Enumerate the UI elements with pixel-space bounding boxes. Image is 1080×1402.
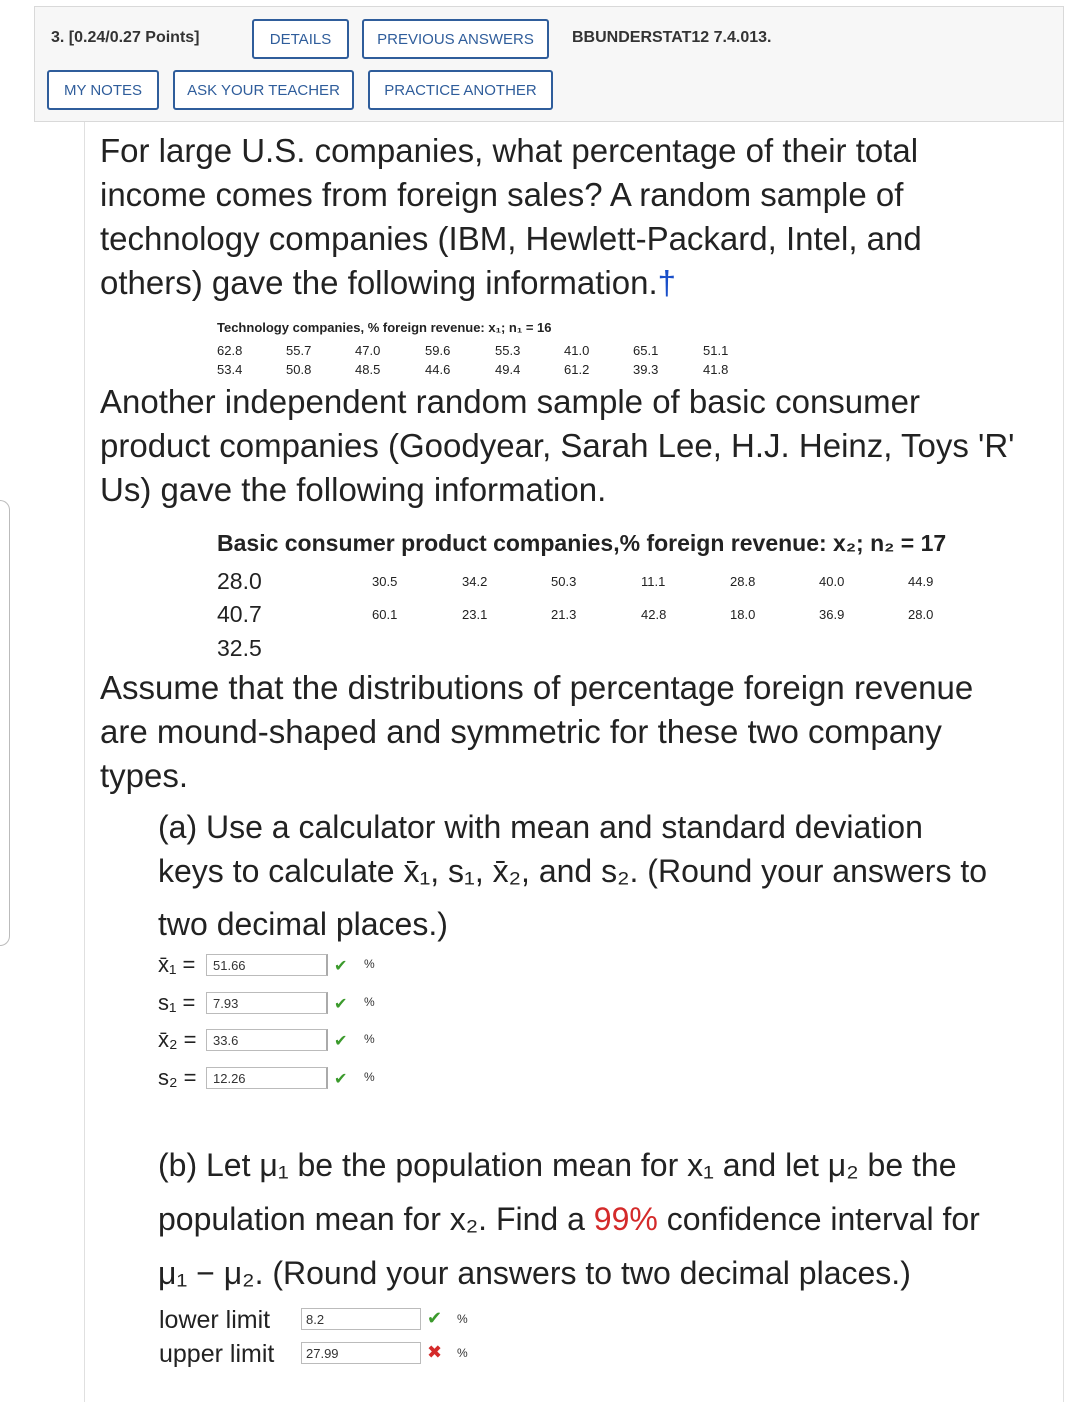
correct-check-icon: ✔ xyxy=(334,1033,348,1050)
table2-cell: 28.0 xyxy=(217,568,262,594)
intro-line-4: others) gave the following information. xyxy=(100,264,658,301)
table1-cell: 51.1 xyxy=(703,343,729,358)
percent-unit: % xyxy=(364,1070,375,1084)
percent-unit: % xyxy=(364,957,375,971)
correct-check-icon: ✔ xyxy=(427,1308,443,1328)
question-code: BBUNDERSTAT12 7.4.013. xyxy=(572,29,772,46)
answer-xbar1-label: x̄₁ = xyxy=(158,952,196,977)
table2-cell: 34.2 xyxy=(462,574,488,589)
intro2-line-1: Another independent random sample of basic consumer xyxy=(100,383,920,420)
table1-cell: 48.5 xyxy=(355,362,381,377)
answer-xbar2-label: x̄₂ = xyxy=(158,1027,197,1052)
assume-line-2: are mound-shaped and symmetric for these two company xyxy=(100,713,942,750)
percent-unit: % xyxy=(457,1312,468,1326)
table2-cell: 40.0 xyxy=(819,574,845,589)
table1-cell: 44.6 xyxy=(425,362,451,377)
table1-cell: 62.8 xyxy=(217,343,243,358)
part-a-line-3: two decimal places.) xyxy=(158,906,448,942)
part-b-line-2 xyxy=(158,1192,980,1246)
table1-cell: 53.4 xyxy=(217,362,243,377)
correct-check-icon: ✔ xyxy=(334,996,348,1013)
details-button[interactable]: DETAILS xyxy=(252,19,349,59)
table2-cell: 18.0 xyxy=(730,607,756,622)
upper-limit-label: upper limit xyxy=(159,1340,275,1368)
answer-s1-label: s₁ = xyxy=(158,990,196,1015)
table1-cell: 55.7 xyxy=(286,343,312,358)
correct-check-icon: ✔ xyxy=(334,1071,348,1088)
answer-s2-input[interactable]: 12.26 xyxy=(206,1067,328,1089)
content-right-border xyxy=(1063,122,1064,1402)
side-bracket xyxy=(0,500,10,946)
ask-your-teacher-button[interactable]: ASK YOUR TEACHER xyxy=(173,70,354,110)
answer-xbar2-input[interactable]: 33.6 xyxy=(206,1029,328,1051)
table1-cell: 55.3 xyxy=(495,343,521,358)
confidence-level: 99% xyxy=(593,1201,658,1237)
table1-cell: 39.3 xyxy=(633,362,659,377)
table1-cell: 65.1 xyxy=(633,343,659,358)
previous-answers-button[interactable]: PREVIOUS ANSWERS xyxy=(362,19,549,59)
table2-cell: 60.1 xyxy=(372,607,398,622)
table1-cell: 49.4 xyxy=(495,362,521,377)
intro2-line-2: product companies (Goodyear, Sarah Lee, H.J. Heinz, Toys 'R' xyxy=(100,427,1015,464)
part-a-line-1: (a) Use a calculator with mean and standard deviation xyxy=(158,809,923,845)
table2-cell: 23.1 xyxy=(462,607,488,622)
part-b-line-2-post: confidence interval for xyxy=(657,1201,980,1237)
table1-title: Technology companies, % foreign revenue: x₁; n₁ = 16 xyxy=(217,320,552,335)
intro-line-2: income comes from foreign sales? A random sample of xyxy=(100,176,904,213)
table1-cell: 41.0 xyxy=(564,343,590,358)
answer-xbar1-input[interactable]: 51.66 xyxy=(206,954,328,976)
table2-cell: 28.8 xyxy=(730,574,756,589)
intro2-line-3: Us) gave the following information. xyxy=(100,471,607,508)
table2-cell: 36.9 xyxy=(819,607,845,622)
percent-unit: % xyxy=(364,1032,375,1046)
table1-cell: 61.2 xyxy=(564,362,590,377)
question-header xyxy=(34,6,1064,122)
table2-cell: 44.9 xyxy=(908,574,934,589)
content-left-border xyxy=(84,122,85,1402)
table2-cell: 21.3 xyxy=(551,607,577,622)
correct-check-icon: ✔ xyxy=(334,958,348,975)
intro-line-4-wrap xyxy=(100,261,676,305)
practice-another-button[interactable]: PRACTICE ANOTHER xyxy=(368,70,553,110)
lower-limit-label: lower limit xyxy=(159,1306,271,1334)
table2-title: Basic consumer product companies,% foreign revenue: x₂; n₂ = 17 xyxy=(217,530,947,556)
table2-cell: 32.5 xyxy=(217,635,262,661)
my-notes-button[interactable]: MY NOTES xyxy=(47,70,159,110)
table2-cell: 11.1 xyxy=(641,574,666,589)
percent-unit: % xyxy=(364,995,375,1009)
assume-line-1: Assume that the distributions of percentage foreign revenue xyxy=(100,669,974,706)
part-b-line-2-pre: population mean for x₂. Find a xyxy=(158,1201,594,1237)
lower-limit-input[interactable]: 8.2 xyxy=(301,1308,421,1330)
upper-limit-input[interactable]: 27.99 xyxy=(301,1342,421,1364)
intro-line-1: For large U.S. companies, what percentage of their total xyxy=(100,132,919,169)
table2-cell: 30.5 xyxy=(372,574,398,589)
table1-cell: 59.6 xyxy=(425,343,451,358)
table2-cell: 28.0 xyxy=(908,607,934,622)
footnote-dagger-link[interactable]: † xyxy=(657,264,676,301)
percent-unit: % xyxy=(457,1346,468,1360)
table2-cell: 40.7 xyxy=(217,601,262,627)
table2-cell: 50.3 xyxy=(551,574,577,589)
part-b-line-1: (b) Let μ₁ be the population mean for x₁ and let μ₂ be the xyxy=(158,1147,957,1183)
question-title: 3. [0.24/0.27 Points] xyxy=(51,29,200,46)
intro-line-3: technology companies (IBM, Hewlett-Packard, Intel, and xyxy=(100,220,922,257)
table1-cell: 41.8 xyxy=(703,362,729,377)
assume-line-3: types. xyxy=(100,757,189,794)
answer-s1-input[interactable]: 7.93 xyxy=(206,992,328,1014)
answer-s2-label: s₂ = xyxy=(158,1065,197,1090)
part-b-line-3: μ₁ − μ₂. (Round your answers to two decimal places.) xyxy=(158,1255,911,1291)
table2-cell: 42.8 xyxy=(641,607,667,622)
incorrect-x-icon: ✖ xyxy=(427,1342,443,1362)
part-a-line-2: keys to calculate x̄₁, s₁, x̄₂, and s₂. (Round your answers to xyxy=(158,853,988,889)
table1-cell: 47.0 xyxy=(355,343,381,358)
table1-cell: 50.8 xyxy=(286,362,312,377)
